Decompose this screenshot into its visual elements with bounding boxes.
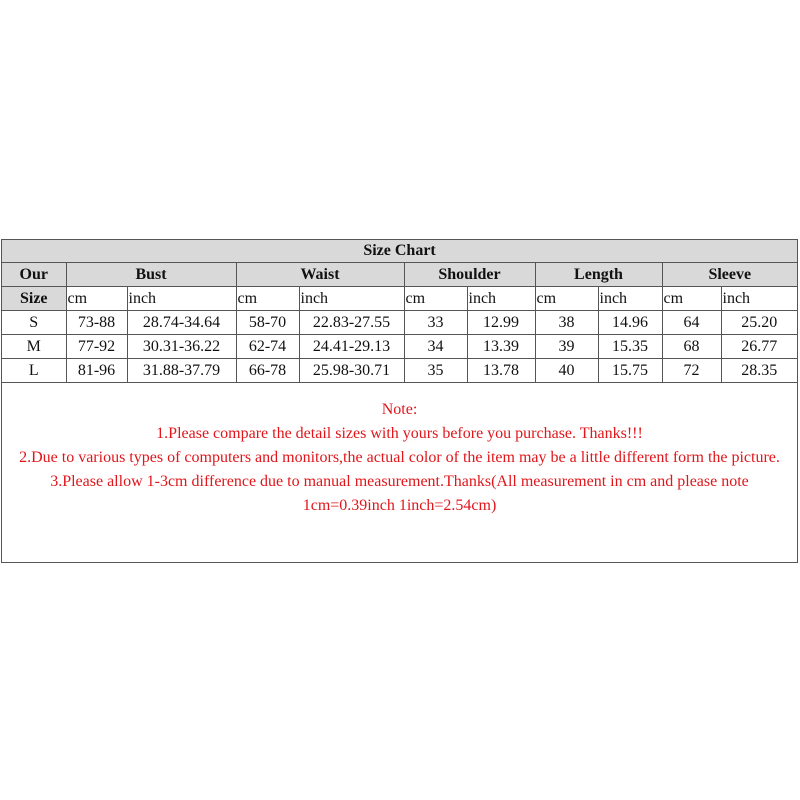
header-length: Length xyxy=(535,263,662,287)
unit-inch: inch xyxy=(721,287,797,311)
bust-cm-cell: 73-88 xyxy=(66,311,127,335)
waist-cm-cell: 58-70 xyxy=(236,311,299,335)
table-title: Size Chart xyxy=(2,240,797,263)
unit-cm: cm xyxy=(662,287,721,311)
header-waist: Waist xyxy=(236,263,404,287)
shoulder-inch-cell: 13.78 xyxy=(467,359,535,383)
sleeve-inch-cell: 26.77 xyxy=(721,335,797,359)
length-cm-cell: 39 xyxy=(535,335,598,359)
table-row xyxy=(2,335,797,359)
waist-inch-cell: 25.98-30.71 xyxy=(299,359,404,383)
sleeve-inch-cell: 28.35 xyxy=(721,359,797,383)
size-header-top: Our xyxy=(2,263,66,287)
bust-inch-cell: 28.74-34.64 xyxy=(127,311,236,335)
shoulder-inch-cell: 12.99 xyxy=(467,311,535,335)
table-row xyxy=(2,311,797,335)
header-shoulder: Shoulder xyxy=(404,263,535,287)
size-cell: S xyxy=(2,311,66,335)
unit-inch: inch xyxy=(467,287,535,311)
unit-inch: inch xyxy=(127,287,236,311)
shoulder-cm-cell: 33 xyxy=(404,311,467,335)
length-inch-cell: 15.75 xyxy=(598,359,662,383)
size-chart xyxy=(1,239,798,563)
sleeve-inch-cell: 25.20 xyxy=(721,311,797,335)
length-cm-cell: 40 xyxy=(535,359,598,383)
sleeve-cm-cell: 64 xyxy=(662,311,721,335)
note-line-1: 1.Please compare the detail sizes with yours before you purchase. Thanks!!! xyxy=(156,425,643,442)
shoulder-inch-cell: 13.39 xyxy=(467,335,535,359)
title-row xyxy=(2,240,797,263)
unit-header-row xyxy=(2,287,797,311)
waist-inch-cell: 24.41-29.13 xyxy=(299,335,404,359)
unit-cm: cm xyxy=(66,287,127,311)
bust-inch-cell: 31.88-37.79 xyxy=(127,359,236,383)
note-section xyxy=(2,383,797,518)
unit-cm: cm xyxy=(236,287,299,311)
note-line-2: 2.Due to various types of computers and monitors,the actual color of the item may be a little different form the picture. xyxy=(19,449,780,466)
table-row xyxy=(2,359,797,383)
waist-cm-cell: 62-74 xyxy=(236,335,299,359)
size-table xyxy=(2,240,797,383)
header-sleeve: Sleeve xyxy=(662,263,797,287)
length-cm-cell: 38 xyxy=(535,311,598,335)
size-cell: M xyxy=(2,335,66,359)
waist-cm-cell: 66-78 xyxy=(236,359,299,383)
bust-cm-cell: 77-92 xyxy=(66,335,127,359)
unit-cm: cm xyxy=(535,287,598,311)
unit-inch: inch xyxy=(598,287,662,311)
size-cell: L xyxy=(2,359,66,383)
sleeve-cm-cell: 72 xyxy=(662,359,721,383)
length-inch-cell: 14.96 xyxy=(598,311,662,335)
length-inch-cell: 15.35 xyxy=(598,335,662,359)
shoulder-cm-cell: 35 xyxy=(404,359,467,383)
note-line-3: 3.Please allow 1-3cm difference due to manual measurement.Thanks(All measurement in cm and please note 1cm=0.39inch 1inch=2.54cm) xyxy=(50,473,749,514)
unit-inch: inch xyxy=(299,287,404,311)
group-header-row xyxy=(2,263,797,287)
header-bust: Bust xyxy=(66,263,236,287)
waist-inch-cell: 22.83-27.55 xyxy=(299,311,404,335)
size-header-bottom: Size xyxy=(2,287,66,311)
sleeve-cm-cell: 68 xyxy=(662,335,721,359)
bust-inch-cell: 30.31-36.22 xyxy=(127,335,236,359)
shoulder-cm-cell: 34 xyxy=(404,335,467,359)
bust-cm-cell: 81-96 xyxy=(66,359,127,383)
unit-cm: cm xyxy=(404,287,467,311)
note-heading: Note: xyxy=(381,401,418,418)
